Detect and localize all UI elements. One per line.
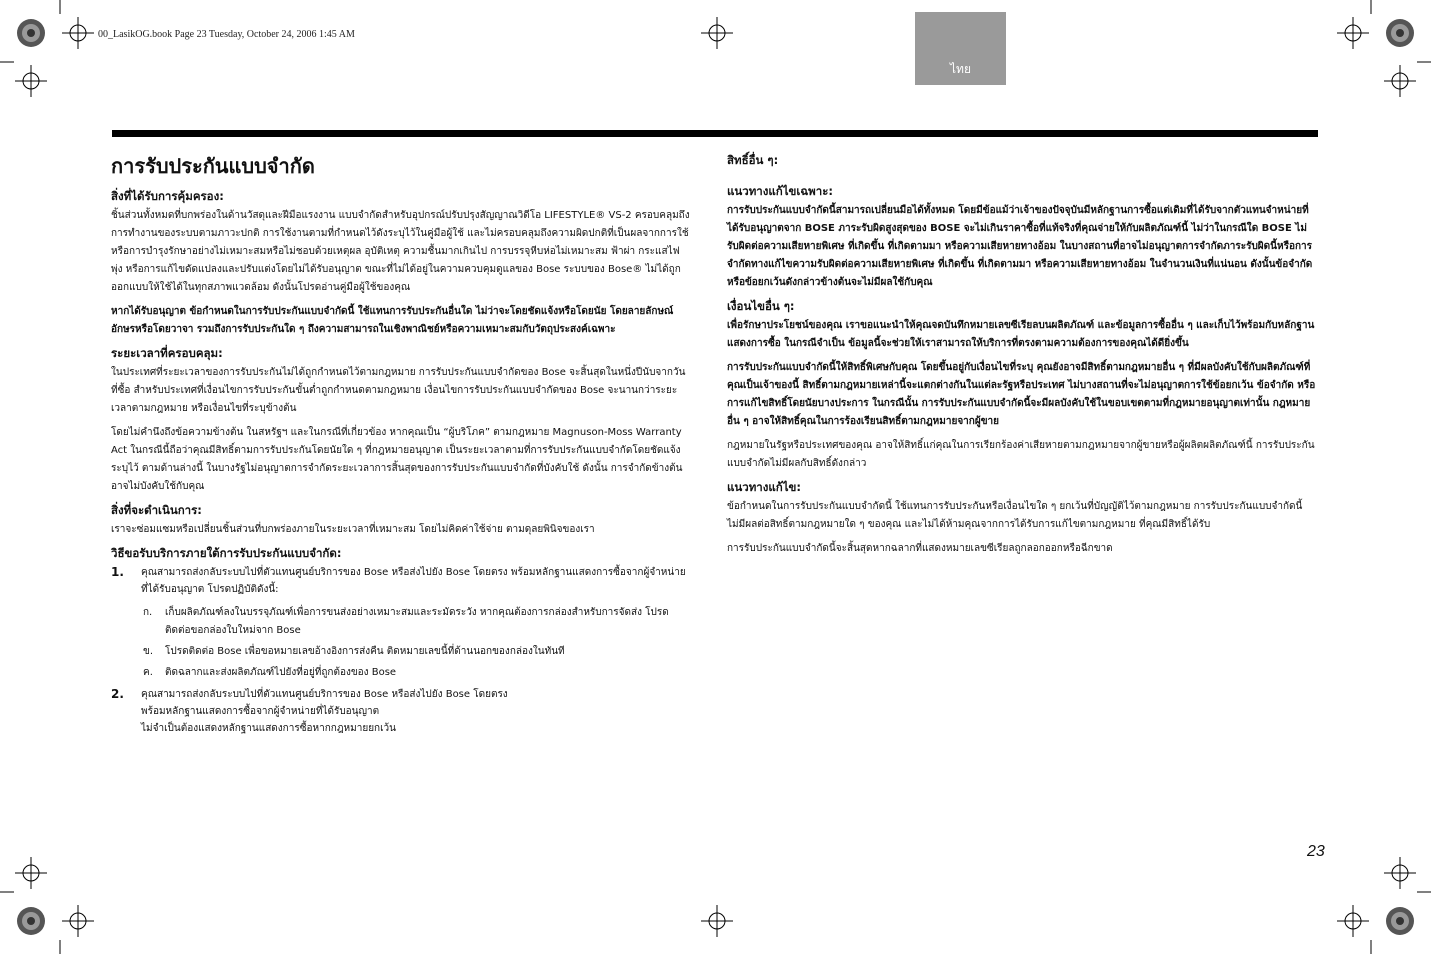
- other-rights-heading: สิทธิ์อื่น ๆ:: [727, 153, 779, 167]
- registration-mark-icon: [1384, 857, 1416, 889]
- registration-mark-icon: [701, 905, 733, 937]
- conditions-paragraph-2: การรับประกันแบบจำกัดนี้ให้สิทธิ์พิเศษกับคุณ โดยขึ้นอยู่กับเงื่อนไขที่ระบุ คุณยังอาจมีสิทธิ์ตามกฎหมายอื่น ๆ ที่มีผลบังคับใช้กับผลิตภัณฑ์ที่คุณเป็นเจ้าของนี้ สิทธิ์ตามกฎหมายเหล่านี้จะแตกต่างกันในแต่ละรัฐหรือประเทศ ไม่บางสถานที่จะไม่อนุญาตการใช้ข้อยกเว้น ข้อจำกัด หรือการแก้ไขสิทธิ์โดยนัยบางประการ ในกรณีนั้น การรับประกันแบบจำกัดนี้จะมีผลบังคับใช้ในขอบเขตตามที่กฎหมายอนุญาตเท่านั้น กฎหมายอื่น ๆ อาจให้สิทธิ์คุณในการร้องเรียนสิทธิ์ตามกฎหมายจากผู้ขาย: [727, 362, 1316, 427]
- registration-mark-icon: [701, 17, 733, 49]
- substep-text: โปรดติดต่อ Bose เพื่อขอหมายเลขอ้างอิงการส่งคืน ติดหมายเลขนี้ที่ด้านนอกของกล่องในทันที: [165, 646, 565, 657]
- print-header: 00_LasikOG.book Page 23 Tuesday, October 24, 2006 1:45 AM: [98, 29, 355, 40]
- coverage-body: ชิ้นส่วนทั้งหมดที่บกพร่องในด้านวัสดุและฝีมือแรงงาน แบบจำกัดสำหรับอุปกรณ์ปรับปรุงสัญญาณวิดีโอ LIFESTYLE® VS-2 ครอบคลุมถึงการทำงานของระบบตามภาวะปกติ การใช้งานตามที่กำหนดไว้ดังระบุไว้ในคู่มือผู้ใช้ และไม่ครอบคลุมถึงความผิดปกติที่เป็นผลจากการใช้หรือการบำรุงรักษาอย่างไม่เหมาะสมหรือไม่ชอบด้วยเหตุผล อุบัติเหตุ ความชื้นมากเกินไป การบรรจุหีบห่อไม่เหมาะสม ฟ้าผ่า กระแสไฟพุ่ง หรือการแก้ไขดัดแปลงและปรับแต่งโดยไม่ได้รับอนุญาต ขณะที่ไม่ได้อยู่ในความควบคุมดูแลของ Bose ระบบของ Bose® ไม่ได้ถูกออกแบบให้ใช้ได้ในทุกสภาพแวดล้อม ดังนั้นโปรดอ่านคู่มือผู้ใช้ของคุณ: [111, 210, 690, 293]
- list-item: [141, 664, 691, 682]
- registration-mark-icon: [15, 65, 47, 97]
- step-text-line: ไม่จำเป็นต้องแสดงหลักฐานแสดงการซื้อหากกฎหมายยกเว้น: [141, 723, 396, 734]
- list-item: [111, 686, 691, 737]
- substep-text: เก็บผลิตภัณฑ์ลงในบรรจุภัณฑ์เพื่อการขนส่งอย่างเหมาะสมและระมัดระวัง หากคุณต้องการกล่องสำหรับการจัดส่ง โปรดติดต่อขอกล่องใบใหม่จาก Bose: [165, 607, 669, 636]
- step-text: คุณสามารถส่งกลับระบบไปที่ตัวแทนศูนย์บริการของ Bose หรือส่งไปยัง Bose โดยตรง พร้อมหลักฐานแสดงการซื้อจากผู้จำหน่ายที่ได้รับอนุญาต โปรดปฏิบัติดังนี้:: [141, 567, 686, 595]
- period-body-1: ในประเทศที่ระยะเวลาของการรับประกันไม่ได้ถูกกำหนดไว้ตามกฎหมาย การรับประกันแบบจำกัดของ Bose จะสิ้นสุดในหนึ่งปีนับจากวันที่ซื้อ สำหรับประเทศที่เงื่อนไขการรับประกันขั้นต่ำถูกกำหนดตามกฎหมาย เงื่อนไขการรับประกันแบบจำกัดของ Bose จะนานกว่าระยะเวลาตามกฎหมาย หรือเงื่อนไขที่ระบุข้างต้น: [111, 367, 686, 414]
- remedy-heading: แนวทางแก้ไขเฉพาะ:: [727, 184, 833, 198]
- conditions-heading: เงื่อนไขอื่น ๆ:: [727, 299, 795, 313]
- step-number: 2.: [111, 687, 124, 701]
- left-column: [111, 152, 691, 741]
- step-text-line: คุณสามารถส่งกลับระบบไปที่ตัวแทนศูนย์บริการของ Bose หรือส่งไปยัง Bose โดยตรง: [141, 689, 508, 700]
- language-tab-label: ไทย: [950, 62, 971, 76]
- registration-mark-icon: [15, 857, 47, 889]
- substep-text: ติดฉลากและส่งผลิตภัณฑ์ไปยังที่อยู่ที่ถูกต้องของ Bose: [165, 667, 397, 678]
- page-number: 23: [1307, 843, 1325, 860]
- action-heading: สิ่งที่จะดำเนินการ:: [111, 503, 202, 517]
- substep-letter: ค.: [143, 667, 153, 678]
- registration-mark-icon: [1337, 17, 1369, 49]
- substep-letter: ข.: [143, 646, 154, 657]
- service-steps: [111, 564, 691, 737]
- right-column: [727, 152, 1317, 564]
- step-number: 1.: [111, 565, 124, 579]
- coverage-disclaimer: หากได้รับอนุญาต ข้อกำหนดในการรับประกันแบบจำกัดนี้ ใช้แทนการรับประกันอื่นใด ไม่ว่าจะโดยชัดแจ้งหรือโดยนัย โดยลายลักษณ์อักษรหรือโดยวาจา รวมถึงการรับประกันใด ๆ ถึงความสามารถในเชิงพาณิชย์หรือความเหมาะสมกับวัตถุประสงค์เฉพาะ: [111, 306, 674, 335]
- resolution-paragraph-1: ข้อกำหนดในการรับประกันแบบจำกัดนี้ ใช้แทนการรับประกันหรือเงื่อนไขใด ๆ ยกเว้นที่บัญญัติไว้ตามกฎหมาย การรับประกันแบบจำกัดนี้ไม่มีผลต่อสิทธิ์ตามกฎหมายใด ๆ ของคุณ และไม่ได้ห้ามคุณจากการได้รับการแก้ไขตามกฎหมาย ที่คุณมีสิทธิ์ได้รับ: [727, 501, 1303, 530]
- header-divider: [112, 130, 1318, 137]
- language-tab: [915, 12, 1006, 85]
- service-heading: วิธีขอรับบริการภายใต้การรับประกันแบบจำกัด:: [111, 546, 342, 560]
- coverage-heading: สิ่งที่ได้รับการคุ้มครอง:: [111, 189, 224, 203]
- conditions-paragraph-1: เพื่อรักษาประโยชน์ของคุณ เราขอแนะนำให้คุณจดบันทึกหมายเลขซีเรียลบนผลิตภัณฑ์ และข้อมูลการซื้ออื่น ๆ และเก็บไว้พร้อมกับหลักฐานแสดงการซื้อ ในกรณีจำเป็น ข้อมูลนี้จะช่วยให้เราสามารถให้บริการที่ตรงตามความต้องการของคุณได้ดียิ่งขึ้น: [727, 320, 1315, 349]
- registration-mark-icon: [62, 17, 94, 49]
- registration-mark-icon: [62, 905, 94, 937]
- substeps: [141, 604, 691, 682]
- resolution-paragraph-2: การรับประกันแบบจำกัดนี้จะสิ้นสุดหากฉลากที่แสดงหมายเลขซีเรียลถูกลอกออกหรือฉีกขาด: [727, 543, 1113, 554]
- list-item: [141, 604, 691, 640]
- period-body-2: โดยไม่คำนึงถึงข้อความข้างต้น ในสหรัฐฯ และในกรณีที่เกี่ยวข้อง หากคุณเป็น “ผู้บริโภค” ตามกฎหมาย Magnuson-Moss Warranty Act ในกรณีนี้ถือว่าคุณมีสิทธิ์ตามการรับประกันโดยนัยใด ๆ ที่กฎหมายอนุญาต เป็นระยะเวลาตามที่การรับประกันแบบจำกัดโดยชัดแจ้งระบุไว้ ตามด้านล่างนี้ ในบางรัฐไม่อนุญาตการจำกัดระยะเวลาการสิ้นสุดของการรับประกันแบบจำกัดที่บังคับใช้ ดังนั้น การจำกัดข้างต้นอาจไม่บังคับใช้กับคุณ: [111, 427, 683, 492]
- step-text-line: พร้อมหลักฐานแสดงการซื้อจากผู้จำหน่ายที่ได้รับอนุญาต: [141, 706, 380, 717]
- resolution-heading: แนวทางแก้ไข:: [727, 480, 802, 494]
- remedy-body: การรับประกันแบบจำกัดนี้สามารถเปลี่ยนมือได้ทั้งหมด โดยมีข้อแม้ว่าเจ้าของปัจจุบันมีหลักฐานการซื้อแต่เดิมที่ได้รับจากตัวแทนจำหน่ายที่ได้รับอนุญาตจาก BOSE ภาระรับผิดสูงสุดของ BOSE จะไม่เกินราคาซื้อที่แท้จริงที่คุณจ่ายให้กับผลิตภัณฑ์นี้ ไม่ว่าในกรณีใด BOSE ไม่รับผิดต่อความเสียหายพิเศษ ที่เกิดขึ้น ที่เกิดตามมา หรือความเสียหายทางอ้อม ในบางสถานที่อาจไม่อนุญาตการจำกัดภาระรับผิดนี้หรือการจำกัดทางแก้ไขความรับผิดต่อความเสียหายพิเศษ ที่เกิดขึ้น ที่เกิดตามมา หรือความเสียหายทางอ้อม ในจำนวนเงินที่แน่นอน ดังนั้นข้อจำกัดหรือข้อยกเว้นดังกล่าวข้างต้นจะไม่มีผลใช้กับคุณ: [727, 205, 1313, 288]
- list-item: [141, 643, 691, 661]
- substep-letter: ก.: [143, 607, 153, 618]
- registration-mark-icon: [1384, 65, 1416, 97]
- list-item: [111, 564, 691, 682]
- action-body: เราจะซ่อมแซมหรือเปลี่ยนชิ้นส่วนที่บกพร่องภายในระยะเวลาที่เหมาะสม โดยไม่คิดค่าใช้จ่าย ตามดุลยพินิจของเรา: [111, 524, 595, 535]
- conditions-paragraph-3: กฎหมายในรัฐหรือประเทศของคุณ อาจให้สิทธิ์แก่คุณในการเรียกร้องค่าเสียหายตามกฎหมายจากผู้ขายหรือผู้ผลิตผลิตภัณฑ์นี้ การรับประกันแบบจำกัดไม่มีผลกับสิทธิ์ดังกล่าว: [727, 440, 1315, 469]
- page-title: การรับประกันแบบจำกัด: [111, 154, 315, 178]
- period-heading: ระยะเวลาที่ครอบคลุม:: [111, 346, 223, 360]
- registration-mark-icon: [1337, 905, 1369, 937]
